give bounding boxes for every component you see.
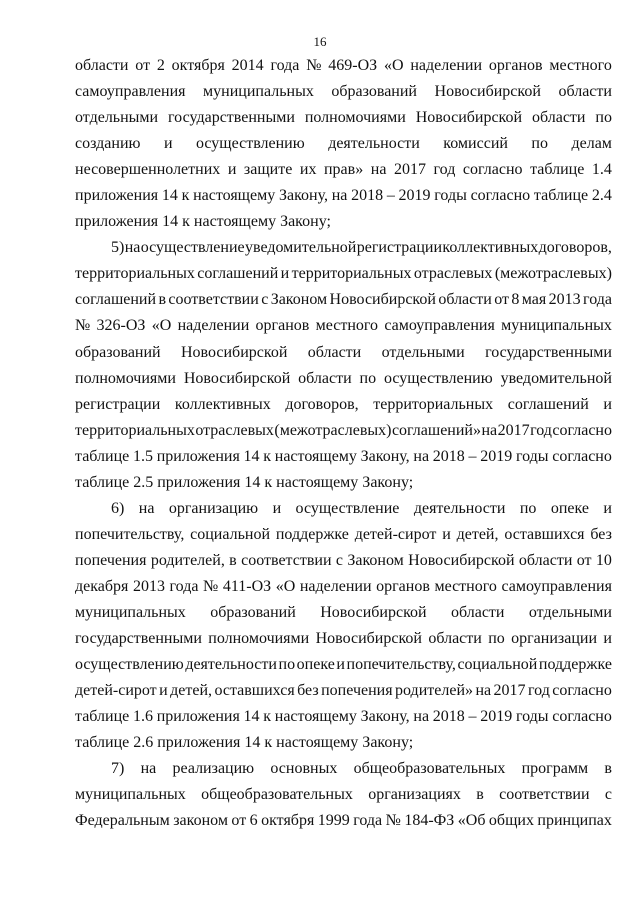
word: в [229, 551, 237, 569]
word: года [583, 291, 612, 309]
word: по [519, 499, 537, 517]
word: – [468, 708, 477, 726]
word: в [604, 760, 612, 778]
word: и [227, 161, 237, 179]
word: и [280, 265, 290, 283]
word: таблице [533, 187, 589, 205]
text-line [75, 704, 612, 730]
text-line [75, 470, 612, 496]
word: – [468, 447, 477, 465]
word: оставшихся [214, 682, 295, 700]
word: родителей» [395, 682, 473, 700]
word: 2019 [480, 708, 513, 726]
word: 10 [595, 551, 612, 569]
word: на [413, 447, 430, 465]
word: органов [376, 577, 430, 595]
word: и [603, 499, 612, 517]
word: образований [331, 83, 417, 101]
word: по [359, 369, 377, 387]
word: года [270, 57, 300, 74]
text-line [75, 652, 612, 678]
word: договоров, [285, 395, 359, 413]
text-line [75, 392, 612, 418]
word: годы [515, 447, 549, 465]
word: программ [521, 760, 589, 778]
word: детей, [456, 525, 499, 543]
word: местного [434, 577, 497, 595]
word: настоящему [274, 447, 357, 465]
word: приложения [75, 187, 159, 205]
word: основных [270, 760, 338, 778]
word: полномочиями [304, 109, 406, 127]
word: 2019 [398, 187, 431, 205]
word: социальной [457, 656, 538, 674]
word: области [75, 57, 129, 74]
word: Новосибирской [415, 109, 523, 127]
word: Новосибирской [180, 343, 288, 361]
word: принципах [537, 812, 612, 830]
word: 6 [249, 812, 258, 830]
word: декабря [75, 577, 129, 595]
word: реализацию [172, 760, 255, 778]
word: 14 [161, 187, 178, 205]
text-line [75, 444, 612, 470]
text-line [75, 418, 612, 444]
word: к [181, 187, 190, 205]
text-line [75, 496, 612, 522]
word: осуществлению [383, 369, 493, 387]
word: без [297, 682, 319, 700]
word: 6) [111, 499, 125, 517]
word: области [298, 369, 352, 387]
text-line [75, 340, 612, 366]
word: № [75, 317, 91, 335]
word: общих [488, 812, 534, 830]
text-line [75, 105, 612, 131]
word: на [124, 239, 141, 257]
word: таблице 2.6 приложения 14 к настоящему Закону; [75, 734, 414, 752]
word: согласно [462, 161, 523, 179]
word: 2014 [231, 57, 264, 74]
word: полномочиями [75, 369, 176, 387]
document-body [75, 53, 612, 834]
text-line [75, 756, 612, 782]
word: Законом [270, 291, 328, 309]
word: области [428, 630, 482, 648]
word: настоящему [193, 187, 276, 205]
word: опеке [550, 499, 589, 517]
word: от [135, 57, 151, 74]
word: организациях [368, 786, 461, 804]
word: 2017 [393, 161, 426, 179]
word: области [518, 551, 573, 569]
word: 1.5 [132, 447, 153, 465]
word: соответствии [241, 551, 332, 569]
word: по [488, 630, 505, 648]
word: территориальных [373, 395, 494, 413]
word: год [530, 421, 552, 439]
text-line [75, 183, 612, 209]
word: год [433, 161, 456, 179]
word: муниципальных [501, 317, 612, 335]
word: попечения [75, 551, 147, 569]
word: территориальных [75, 265, 195, 283]
word: с [604, 786, 612, 804]
word: октября [171, 57, 225, 74]
word: и [159, 682, 168, 700]
word: на [370, 161, 387, 179]
text-line [75, 53, 612, 79]
word: – [386, 187, 395, 205]
word: 2019 [480, 447, 513, 465]
paragraph [75, 235, 612, 495]
word: года [353, 812, 383, 830]
word: полномочиями [208, 630, 310, 648]
word: «О [151, 317, 172, 335]
word: соглашений [507, 395, 589, 413]
word: в [158, 291, 166, 309]
word: соответствии [499, 786, 590, 804]
word: осуществлению [75, 656, 184, 674]
word: и [336, 656, 345, 674]
word: Новосибирской [408, 551, 515, 569]
word: регистрации [356, 239, 443, 257]
word: социальной [190, 525, 271, 543]
word: «О [383, 57, 404, 74]
word: на [475, 682, 492, 700]
word: государственными [168, 109, 295, 127]
word: 1999 [317, 812, 350, 830]
word: мая [521, 291, 547, 309]
word: деятельности [413, 499, 506, 517]
word: и [603, 630, 612, 648]
word: от [231, 812, 247, 830]
word: муниципальных [75, 603, 186, 621]
word: 469-ОЗ [328, 57, 378, 74]
word: поддержке [275, 525, 349, 543]
word: № [385, 812, 401, 830]
word: коллективных [442, 239, 539, 257]
word: 2 [156, 57, 165, 74]
word: 2013 [132, 577, 165, 595]
text-line [75, 313, 612, 339]
word: на [138, 499, 155, 517]
word: образований [75, 343, 161, 361]
word: октября [261, 812, 315, 830]
word: осуществление [140, 239, 245, 257]
word: защите [243, 161, 293, 179]
text-line [75, 366, 612, 392]
word: таблице [530, 161, 585, 179]
word: области [307, 343, 362, 361]
word: отдельными [381, 343, 465, 361]
word: территориальных [291, 265, 412, 283]
text-line [75, 730, 612, 756]
word: на [413, 708, 430, 726]
word: попечительству, [346, 656, 456, 674]
word: организацию [168, 499, 259, 517]
word: соглашений [75, 291, 157, 309]
word: области [531, 109, 586, 127]
word: Закону, [278, 187, 328, 205]
word: на [331, 187, 348, 205]
word: государственными [75, 630, 202, 648]
word: соглашений [197, 265, 279, 283]
word: территориальных [75, 421, 195, 439]
word: области [438, 291, 492, 309]
word: соответствии [168, 291, 259, 309]
word: деятельности [328, 135, 420, 153]
paragraph [75, 756, 612, 834]
word: области [558, 83, 612, 101]
word: на [481, 421, 498, 439]
word: отраслевых [195, 421, 274, 439]
page-number: 16 [313, 34, 327, 49]
word: коллективных [174, 395, 271, 413]
word: 2018 [432, 447, 465, 465]
word: 14 [243, 447, 260, 465]
word: от [576, 551, 592, 569]
word: по [531, 135, 548, 153]
word: организации [511, 630, 598, 648]
word: № [203, 577, 219, 595]
text-line [75, 600, 612, 626]
word: «Об [457, 812, 486, 830]
word: отраслевых [413, 265, 493, 283]
word: и [272, 499, 282, 517]
word: 326-ОЗ [96, 317, 146, 335]
word: Новосибирской [329, 291, 436, 309]
word: наделении [177, 317, 250, 335]
word: по [595, 109, 612, 127]
word: общеобразовательных [201, 786, 353, 804]
word: Новосибирской [320, 603, 427, 621]
word: (межотраслевых) [494, 265, 612, 283]
word: Закону, [360, 708, 410, 726]
word: согласно [470, 187, 531, 205]
word: 2017 [497, 421, 530, 439]
word: 184-ФЗ [404, 812, 455, 830]
word: Новосибирской [434, 83, 541, 101]
word: отдельными [528, 603, 612, 621]
word: и [163, 135, 173, 153]
word: самоуправления [501, 577, 612, 595]
word: осуществление [295, 499, 400, 517]
word: наделении [299, 577, 372, 595]
word: законом [173, 812, 228, 830]
word: годы [434, 187, 467, 205]
text-line [75, 626, 612, 652]
word: и [442, 525, 451, 543]
word: соглашений» [391, 421, 481, 439]
text-line [75, 808, 612, 834]
word: 411-ОЗ [222, 577, 272, 595]
word: поддержке [538, 656, 612, 674]
word: попечительству, [75, 525, 185, 543]
word: созданию [75, 135, 141, 153]
word: приложения 14 к настоящему Закону; [75, 213, 331, 231]
word: и [603, 395, 612, 413]
word: 8 [511, 291, 520, 309]
text-line [75, 678, 612, 704]
word: комиссий [443, 135, 508, 153]
text-line [75, 522, 612, 548]
word: года [169, 577, 199, 595]
word: настоящему [274, 708, 357, 726]
text-line [75, 574, 612, 600]
word: таблице [75, 447, 130, 465]
word: таблице 2.5 приложения 14 к настоящему Закону; [75, 473, 414, 491]
word: деятельности [185, 656, 277, 674]
word: № [306, 57, 322, 74]
word: с [335, 551, 343, 569]
word: осуществлению [195, 135, 305, 153]
word: по [278, 656, 296, 674]
word: Федеральным [75, 812, 170, 830]
word: 2018 [432, 708, 465, 726]
word: их [299, 161, 317, 179]
word: от [494, 291, 509, 309]
word: родителей, [150, 551, 225, 569]
text-line [75, 209, 612, 235]
word: 5) [111, 239, 125, 257]
text-line [75, 157, 612, 183]
word: без [590, 525, 612, 543]
text-line [75, 131, 612, 157]
word: к [263, 708, 272, 726]
word: образований [210, 603, 296, 621]
word: к [263, 447, 272, 465]
word: 2.4 [591, 187, 612, 205]
word: местного [549, 57, 612, 74]
word: самоуправления [75, 83, 186, 101]
word: несовершеннолетних [75, 161, 221, 179]
word: наделении [410, 57, 483, 74]
word: согласно [552, 421, 612, 439]
word: детей-сирот [75, 682, 157, 700]
word: уведомительной [244, 239, 357, 257]
word: Законом [347, 551, 404, 569]
word: детей, [170, 682, 213, 700]
word: таблице [75, 708, 130, 726]
paragraph [75, 53, 612, 235]
word: делам [571, 135, 612, 153]
word: 2018 [351, 187, 384, 205]
word: Закону, [360, 447, 410, 465]
word: согласно [552, 682, 612, 700]
word: 7) [111, 760, 125, 778]
word: 2013 [548, 291, 581, 309]
word: попечения [321, 682, 393, 700]
text-line [75, 235, 612, 261]
word: Новосибирской [183, 369, 291, 387]
word: в [476, 786, 484, 804]
word: области [451, 603, 505, 621]
word: 14 [243, 708, 260, 726]
word: регистрации [75, 395, 161, 413]
word: годы [515, 708, 549, 726]
word: на [140, 760, 157, 778]
word: приложения [156, 708, 240, 726]
word: государственными [485, 343, 612, 361]
word: приложения [156, 447, 240, 465]
word: Новосибирской [315, 630, 422, 648]
word: год [527, 682, 550, 700]
word: договоров, [538, 239, 612, 257]
word: муниципальных [203, 83, 314, 101]
word: 1.4 [591, 161, 612, 179]
word: согласно [552, 447, 612, 465]
paragraph [75, 496, 612, 756]
word: «О [275, 577, 296, 595]
word: прав» [323, 161, 364, 179]
word: самоуправления [384, 317, 495, 335]
word: отдельными [75, 109, 159, 127]
word: (межотраслевых) [274, 421, 392, 439]
word: оставшихся [504, 525, 585, 543]
word: согласно [552, 708, 612, 726]
word: уведомительной [500, 369, 612, 387]
text-line [75, 261, 612, 287]
word: детей-сирот [354, 525, 437, 543]
word: общеобразовательных [353, 760, 506, 778]
word: местного [315, 317, 379, 335]
word: 2017 [493, 682, 526, 700]
word: муниципальных [75, 786, 186, 804]
word: органов [255, 317, 310, 335]
word: органов [488, 57, 543, 74]
word: 1.6 [132, 708, 153, 726]
text-line [75, 79, 612, 105]
text-line [75, 782, 612, 808]
word: с [261, 291, 269, 309]
word: опеке [296, 656, 335, 674]
text-line [75, 287, 612, 313]
text-line [75, 548, 612, 574]
